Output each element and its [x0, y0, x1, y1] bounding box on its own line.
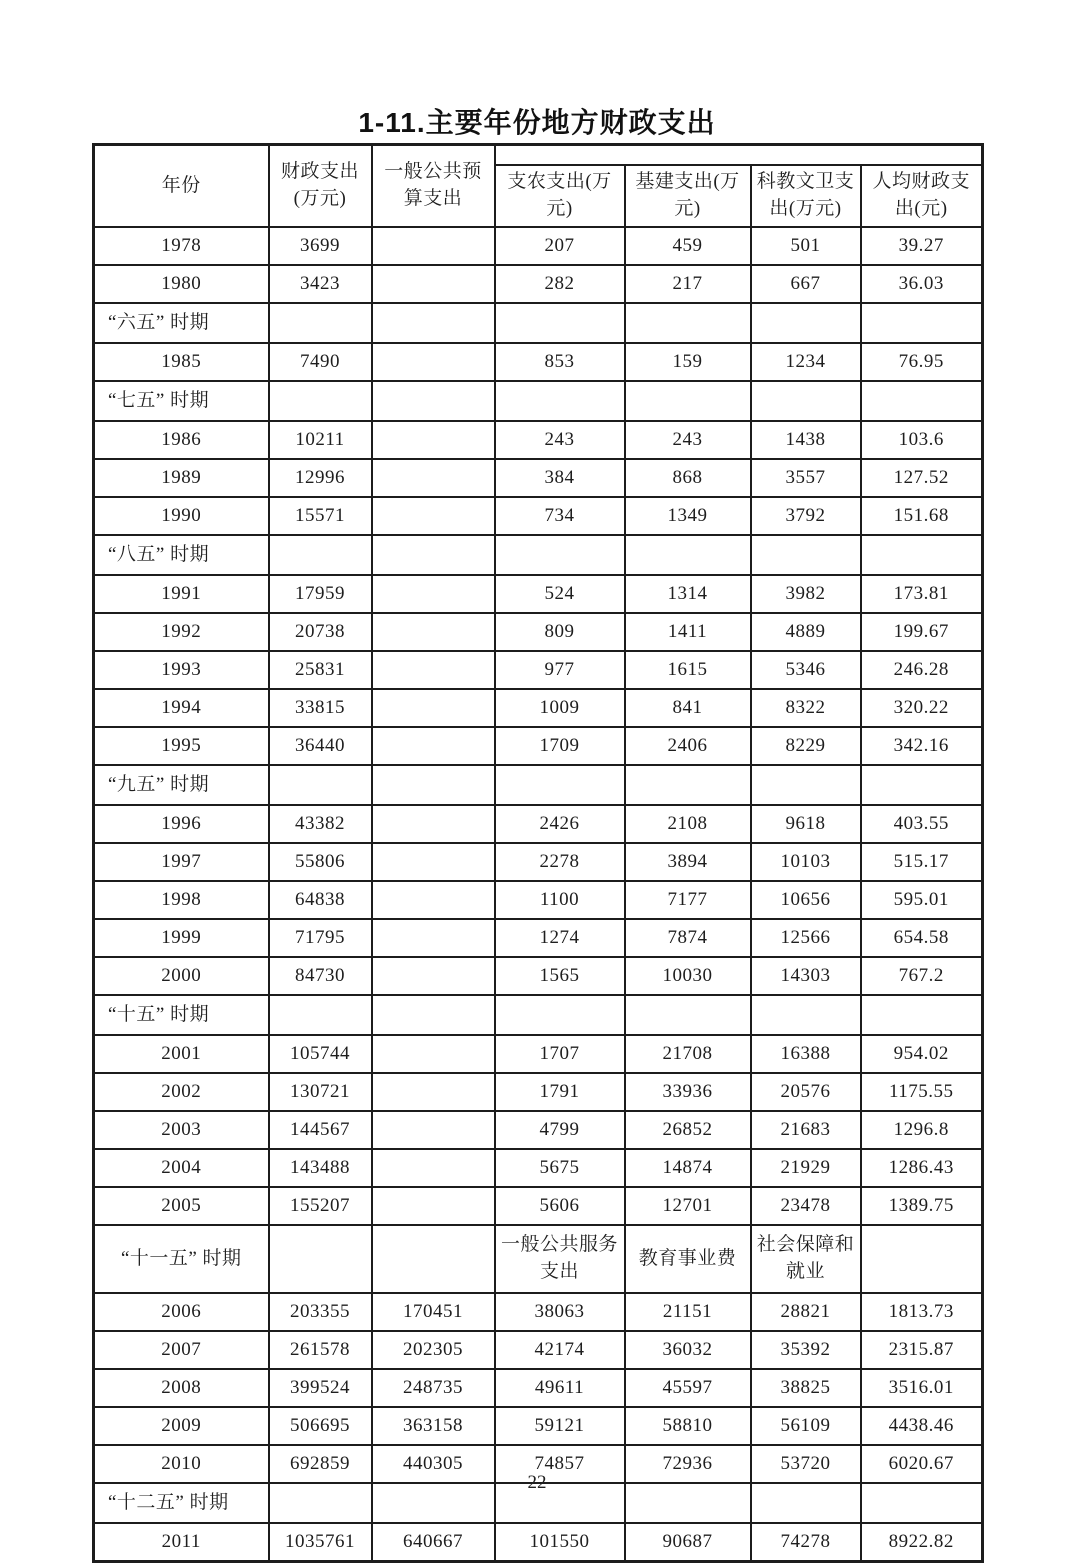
- year-row: [94, 651, 983, 689]
- value-cell: 8229: [751, 727, 861, 765]
- value-cell: [495, 995, 625, 1035]
- value-cell: [625, 995, 751, 1035]
- value-cell: 320.22: [861, 689, 983, 727]
- value-cell: 127.52: [861, 459, 983, 497]
- value-cell: 3423: [269, 265, 372, 303]
- value-cell: 3557: [751, 459, 861, 497]
- year-cell: 1993: [94, 651, 269, 689]
- year-row: [94, 805, 983, 843]
- value-cell: 59121: [495, 1407, 625, 1445]
- value-cell: 56109: [751, 1407, 861, 1445]
- value-cell: 7177: [625, 881, 751, 919]
- year-row: [94, 1293, 983, 1331]
- value-cell: [625, 535, 751, 575]
- value-cell: 243: [625, 421, 751, 459]
- value-cell: 1615: [625, 651, 751, 689]
- value-cell: 151.68: [861, 497, 983, 535]
- value-cell: 1296.8: [861, 1111, 983, 1149]
- value-cell: 1813.73: [861, 1293, 983, 1331]
- year-cell: 2002: [94, 1073, 269, 1111]
- value-cell: 403.55: [861, 805, 983, 843]
- value-cell: 246.28: [861, 651, 983, 689]
- year-row: [94, 727, 983, 765]
- column-header-sci-edu-culture-health: 科教文卫支出(万元): [751, 165, 861, 227]
- value-cell: [751, 381, 861, 421]
- value-cell: 21151: [625, 1293, 751, 1331]
- value-cell: 33936: [625, 1073, 751, 1111]
- column-header-fiscal-expenditure: 财政支出(万元): [269, 145, 372, 228]
- year-cell: 2004: [94, 1149, 269, 1187]
- value-cell: 3699: [269, 227, 372, 265]
- value-cell: [751, 535, 861, 575]
- value-cell: 144567: [269, 1111, 372, 1149]
- value-cell: 1438: [751, 421, 861, 459]
- value-cell: 35392: [751, 1331, 861, 1369]
- value-cell: [495, 535, 625, 575]
- value-cell: 14874: [625, 1149, 751, 1187]
- value-cell: 363158: [372, 1407, 495, 1445]
- year-cell: 2011: [94, 1523, 269, 1562]
- value-cell: 199.67: [861, 613, 983, 651]
- value-cell: 248735: [372, 1369, 495, 1407]
- value-cell: 105744: [269, 1035, 372, 1073]
- year-row: [94, 1407, 983, 1445]
- value-cell: 1175.55: [861, 1073, 983, 1111]
- value-cell: 58810: [625, 1407, 751, 1445]
- value-cell: [495, 765, 625, 805]
- value-cell: 282: [495, 265, 625, 303]
- period-label-cell: “七五” 时期: [94, 381, 269, 421]
- value-cell: [372, 303, 495, 343]
- year-row: [94, 265, 983, 303]
- value-cell: [372, 459, 495, 497]
- value-cell: [861, 535, 983, 575]
- value-cell: 515.17: [861, 843, 983, 881]
- value-cell: 170451: [372, 1293, 495, 1331]
- value-cell: 3792: [751, 497, 861, 535]
- value-cell: [861, 1225, 983, 1293]
- value-cell: [372, 421, 495, 459]
- value-cell: 954.02: [861, 1035, 983, 1073]
- value-cell: 12566: [751, 919, 861, 957]
- year-cell: 2000: [94, 957, 269, 995]
- year-row: [94, 575, 983, 613]
- period-row: [94, 303, 983, 343]
- value-cell: 501: [751, 227, 861, 265]
- year-row: [94, 343, 983, 381]
- value-cell: [751, 995, 861, 1035]
- value-cell: 1791: [495, 1073, 625, 1111]
- value-cell: 261578: [269, 1331, 372, 1369]
- period-label-cell: “八五” 时期: [94, 535, 269, 575]
- year-cell: 1998: [94, 881, 269, 919]
- year-row: [94, 421, 983, 459]
- value-cell: 36440: [269, 727, 372, 765]
- value-cell: 72936: [625, 1445, 751, 1483]
- value-cell: [372, 535, 495, 575]
- value-cell: 1274: [495, 919, 625, 957]
- value-cell: 159: [625, 343, 751, 381]
- value-cell: 4799: [495, 1111, 625, 1149]
- value-cell: 841: [625, 689, 751, 727]
- value-cell: 12996: [269, 459, 372, 497]
- value-cell: 1035761: [269, 1523, 372, 1562]
- value-cell: 243: [495, 421, 625, 459]
- value-cell: [861, 381, 983, 421]
- value-cell: [625, 765, 751, 805]
- value-cell: 2426: [495, 805, 625, 843]
- period-label-cell: “十一五” 时期: [94, 1225, 269, 1293]
- value-cell: [495, 381, 625, 421]
- value-cell: 1286.43: [861, 1149, 983, 1187]
- value-cell: 16388: [751, 1035, 861, 1073]
- year-cell: 1978: [94, 227, 269, 265]
- value-cell: 20738: [269, 613, 372, 651]
- value-cell: [372, 497, 495, 535]
- year-row: [94, 843, 983, 881]
- value-cell: 173.81: [861, 575, 983, 613]
- year-row: [94, 1149, 983, 1187]
- value-cell: 654.58: [861, 919, 983, 957]
- sub-column-header-cell: 教育事业费: [625, 1225, 751, 1293]
- value-cell: 20576: [751, 1073, 861, 1111]
- year-cell: 1996: [94, 805, 269, 843]
- value-cell: 524: [495, 575, 625, 613]
- value-cell: 977: [495, 651, 625, 689]
- value-cell: [372, 575, 495, 613]
- value-cell: 143488: [269, 1149, 372, 1187]
- value-cell: 207: [495, 227, 625, 265]
- value-cell: 45597: [625, 1369, 751, 1407]
- value-cell: 399524: [269, 1369, 372, 1407]
- value-cell: 217: [625, 265, 751, 303]
- year-cell: 1985: [94, 343, 269, 381]
- year-cell: 1997: [94, 843, 269, 881]
- value-cell: 12701: [625, 1187, 751, 1225]
- value-cell: 39.27: [861, 227, 983, 265]
- value-cell: 384: [495, 459, 625, 497]
- value-cell: 103.6: [861, 421, 983, 459]
- value-cell: 8922.82: [861, 1523, 983, 1562]
- value-cell: 595.01: [861, 881, 983, 919]
- sub-column-header-cell: 一般公共服务支出: [495, 1225, 625, 1293]
- year-cell: 2005: [94, 1187, 269, 1225]
- year-cell: 2006: [94, 1293, 269, 1331]
- year-row: [94, 1187, 983, 1225]
- value-cell: [269, 995, 372, 1035]
- year-cell: 2007: [94, 1331, 269, 1369]
- period-label-cell: “十二五” 时期: [94, 1483, 269, 1523]
- page-title: 1-11.主要年份地方财政支出: [358, 107, 716, 138]
- value-cell: 506695: [269, 1407, 372, 1445]
- value-cell: 10103: [751, 843, 861, 881]
- value-cell: 1234: [751, 343, 861, 381]
- year-cell: 1999: [94, 919, 269, 957]
- value-cell: [372, 1111, 495, 1149]
- year-row: [94, 1331, 983, 1369]
- value-cell: [372, 343, 495, 381]
- value-cell: 1709: [495, 727, 625, 765]
- value-cell: [372, 265, 495, 303]
- value-cell: [861, 765, 983, 805]
- year-row: [94, 227, 983, 265]
- value-cell: 2108: [625, 805, 751, 843]
- year-cell: 1989: [94, 459, 269, 497]
- value-cell: 36.03: [861, 265, 983, 303]
- year-row: [94, 1369, 983, 1407]
- year-cell: 1980: [94, 265, 269, 303]
- value-cell: [269, 1225, 372, 1293]
- value-cell: 6020.67: [861, 1445, 983, 1483]
- value-cell: [372, 651, 495, 689]
- year-row: [94, 881, 983, 919]
- sub-column-header-cell: 社会保障和就业: [751, 1225, 861, 1293]
- value-cell: 130721: [269, 1073, 372, 1111]
- value-cell: [372, 765, 495, 805]
- page-number: 22: [527, 1472, 547, 1493]
- value-cell: [372, 843, 495, 881]
- value-cell: 74278: [751, 1523, 861, 1562]
- header-empty-strip: [495, 145, 983, 166]
- value-cell: 74857: [495, 1445, 625, 1483]
- value-cell: [372, 1149, 495, 1187]
- value-cell: [372, 1187, 495, 1225]
- year-row: [94, 459, 983, 497]
- year-cell: 1994: [94, 689, 269, 727]
- value-cell: 21929: [751, 1149, 861, 1187]
- value-cell: [269, 535, 372, 575]
- year-row: [94, 919, 983, 957]
- value-cell: 2278: [495, 843, 625, 881]
- value-cell: [372, 727, 495, 765]
- value-cell: 155207: [269, 1187, 372, 1225]
- value-cell: 49611: [495, 1369, 625, 1407]
- value-cell: 1389.75: [861, 1187, 983, 1225]
- column-header-year: 年份: [94, 145, 269, 228]
- period-label-cell: “十五” 时期: [94, 995, 269, 1035]
- value-cell: 1349: [625, 497, 751, 535]
- value-cell: 36032: [625, 1331, 751, 1369]
- value-cell: 21683: [751, 1111, 861, 1149]
- value-cell: 868: [625, 459, 751, 497]
- value-cell: 5606: [495, 1187, 625, 1225]
- year-cell: 2010: [94, 1445, 269, 1483]
- period-row: [94, 765, 983, 805]
- column-header-per-capita-expenditure: 人均财政支出(元): [861, 165, 983, 227]
- year-cell: 1991: [94, 575, 269, 613]
- fiscal-expenditure-table: [92, 143, 984, 1563]
- value-cell: 25831: [269, 651, 372, 689]
- value-cell: 5346: [751, 651, 861, 689]
- year-row: [94, 1523, 983, 1562]
- year-cell: 1995: [94, 727, 269, 765]
- value-cell: 640667: [372, 1523, 495, 1562]
- year-row: [94, 1035, 983, 1073]
- value-cell: 2315.87: [861, 1331, 983, 1369]
- header-strip-row: [94, 145, 983, 166]
- period-row: [94, 535, 983, 575]
- value-cell: 3982: [751, 575, 861, 613]
- value-cell: 76.95: [861, 343, 983, 381]
- value-cell: 10211: [269, 421, 372, 459]
- value-cell: [372, 1225, 495, 1293]
- column-header-agriculture-expenditure: 支农支出(万元): [495, 165, 625, 227]
- value-cell: 38063: [495, 1293, 625, 1331]
- value-cell: 21708: [625, 1035, 751, 1073]
- year-row: [94, 689, 983, 727]
- value-cell: 53720: [751, 1445, 861, 1483]
- value-cell: 853: [495, 343, 625, 381]
- value-cell: [861, 303, 983, 343]
- value-cell: 459: [625, 227, 751, 265]
- value-cell: 3516.01: [861, 1369, 983, 1407]
- value-cell: 84730: [269, 957, 372, 995]
- value-cell: [372, 613, 495, 651]
- value-cell: [861, 995, 983, 1035]
- year-row: [94, 1111, 983, 1149]
- value-cell: 5675: [495, 1149, 625, 1187]
- value-cell: 42174: [495, 1331, 625, 1369]
- value-cell: 342.16: [861, 727, 983, 765]
- value-cell: 4889: [751, 613, 861, 651]
- value-cell: [269, 381, 372, 421]
- year-cell: 2001: [94, 1035, 269, 1073]
- value-cell: 692859: [269, 1445, 372, 1483]
- column-header-general-public-budget: 一般公共预算支出: [372, 145, 495, 228]
- value-cell: [269, 765, 372, 805]
- value-cell: 71795: [269, 919, 372, 957]
- year-cell: 1986: [94, 421, 269, 459]
- value-cell: [751, 303, 861, 343]
- value-cell: [372, 689, 495, 727]
- value-cell: [625, 381, 751, 421]
- year-cell: 2003: [94, 1111, 269, 1149]
- value-cell: 1707: [495, 1035, 625, 1073]
- value-cell: 1009: [495, 689, 625, 727]
- value-cell: 17959: [269, 575, 372, 613]
- period-label-cell: “六五” 时期: [94, 303, 269, 343]
- year-row: [94, 497, 983, 535]
- value-cell: [372, 1035, 495, 1073]
- value-cell: 10030: [625, 957, 751, 995]
- value-cell: 809: [495, 613, 625, 651]
- year-cell: 2009: [94, 1407, 269, 1445]
- value-cell: 1411: [625, 613, 751, 651]
- table-header: [94, 145, 983, 228]
- value-cell: 1565: [495, 957, 625, 995]
- year-row: [94, 613, 983, 651]
- value-cell: [372, 919, 495, 957]
- value-cell: [269, 303, 372, 343]
- value-cell: 26852: [625, 1111, 751, 1149]
- value-cell: [372, 957, 495, 995]
- value-cell: [625, 303, 751, 343]
- value-cell: 767.2: [861, 957, 983, 995]
- period-subheader-row: [94, 1225, 983, 1293]
- value-cell: 43382: [269, 805, 372, 843]
- value-cell: 64838: [269, 881, 372, 919]
- table-body: [94, 227, 983, 1562]
- value-cell: 8322: [751, 689, 861, 727]
- value-cell: 2406: [625, 727, 751, 765]
- value-cell: 9618: [751, 805, 861, 843]
- value-cell: 15571: [269, 497, 372, 535]
- value-cell: 440305: [372, 1445, 495, 1483]
- value-cell: 7874: [625, 919, 751, 957]
- value-cell: 202305: [372, 1331, 495, 1369]
- value-cell: 203355: [269, 1293, 372, 1331]
- year-row: [94, 957, 983, 995]
- period-row: [94, 995, 983, 1035]
- value-cell: [372, 805, 495, 843]
- value-cell: 38825: [751, 1369, 861, 1407]
- value-cell: [751, 765, 861, 805]
- value-cell: [495, 303, 625, 343]
- value-cell: 734: [495, 497, 625, 535]
- value-cell: 55806: [269, 843, 372, 881]
- value-cell: 1100: [495, 881, 625, 919]
- value-cell: 28821: [751, 1293, 861, 1331]
- value-cell: [372, 995, 495, 1035]
- value-cell: 101550: [495, 1523, 625, 1562]
- value-cell: [372, 1073, 495, 1111]
- column-header-infrastructure-expenditure: 基建支出(万元): [625, 165, 751, 227]
- value-cell: 7490: [269, 343, 372, 381]
- value-cell: 23478: [751, 1187, 861, 1225]
- period-row: [94, 381, 983, 421]
- year-cell: 1992: [94, 613, 269, 651]
- value-cell: 10656: [751, 881, 861, 919]
- value-cell: 4438.46: [861, 1407, 983, 1445]
- year-cell: 1990: [94, 497, 269, 535]
- value-cell: 33815: [269, 689, 372, 727]
- year-cell: 2008: [94, 1369, 269, 1407]
- value-cell: 3894: [625, 843, 751, 881]
- value-cell: 14303: [751, 957, 861, 995]
- year-row: [94, 1073, 983, 1111]
- value-cell: [372, 381, 495, 421]
- period-label-cell: “九五” 时期: [94, 765, 269, 805]
- value-cell: 90687: [625, 1523, 751, 1562]
- value-cell: 1314: [625, 575, 751, 613]
- value-cell: [372, 881, 495, 919]
- value-cell: [372, 227, 495, 265]
- value-cell: 667: [751, 265, 861, 303]
